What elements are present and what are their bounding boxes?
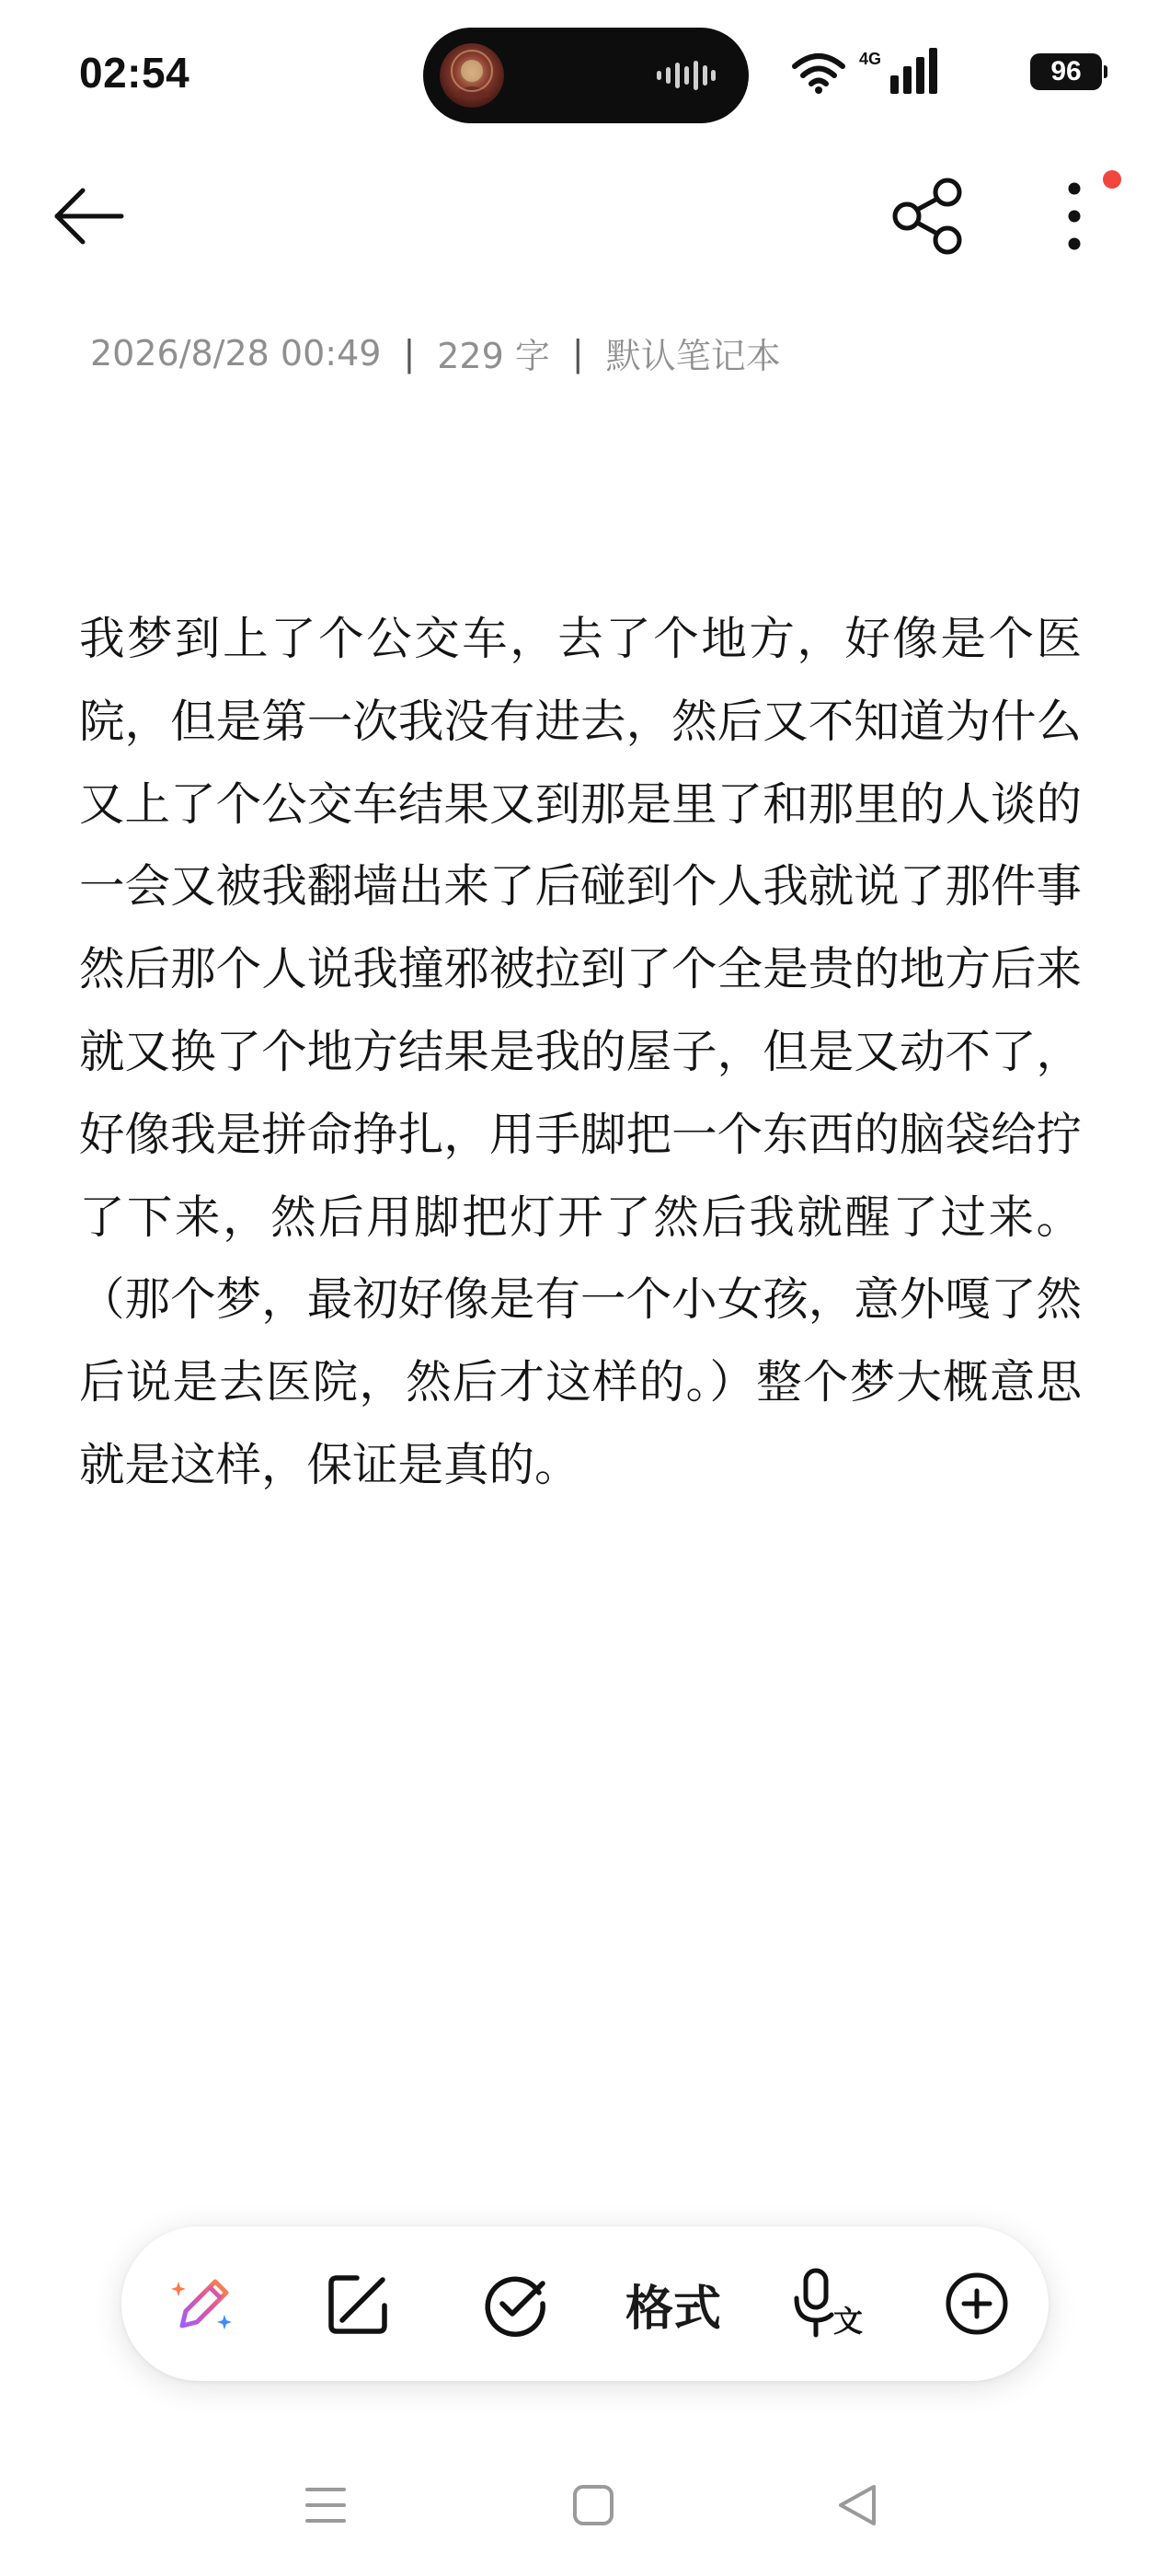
note-content[interactable]: 我梦到上了个公交车，去了个地方，好像是个医院，但是第一次我没有进去，然后又不知道为什么又上了个公交车结果又到那是里了和那里的人谈的一会又被我翻墙出来了后碰到个人我就说了那件事然后那个人说我撞邪被拉到了个全是贵的地方后来就又换了个地方结果是我的屋子，但是又动不了，好像我是拼命挣扎，用手脚把一个东西的脑袋给拧了下来，然后用脚把灯开了然后我就醒了过来。（那个梦，最初好像是有一个小女孩，意外嘎了然后说是去医院，然后才这样的。）整个梦大概意思就是这样，保证是真的。 [79, 612, 1082, 1491]
meta-separator: | [403, 332, 416, 374]
ai-assistant-button[interactable] [158, 2258, 250, 2350]
share-icon[interactable] [881, 170, 973, 262]
format-button[interactable]: 格式 [625, 2281, 721, 2337]
media-avatar-icon [440, 43, 504, 108]
notification-dot [1103, 170, 1121, 189]
home-square-icon[interactable] [572, 2484, 614, 2526]
ai-pen-sparkle-icon [167, 2267, 241, 2340]
meta-separator: | [571, 332, 584, 374]
note-notebook[interactable]: 默认笔记本 [605, 336, 781, 376]
back-triangle-icon[interactable] [835, 2482, 879, 2528]
dynamic-island[interactable] [423, 28, 749, 123]
note-datetime: 2026/8/28 00:49 [90, 332, 382, 374]
battery-indicator: 96 [1030, 53, 1102, 90]
cellular-signal-icon [857, 48, 940, 96]
svg-text:文: 文 [833, 2304, 864, 2339]
add-circle-icon [942, 2269, 1012, 2339]
audio-wave-icon [657, 61, 716, 90]
voice-to-text-button[interactable] [782, 2258, 874, 2350]
editor-toolbar [121, 2226, 1049, 2381]
recent-apps-icon[interactable] [304, 2484, 348, 2526]
edit-square-icon [324, 2269, 394, 2339]
arrow-left-icon[interactable] [50, 175, 132, 258]
note-meta [90, 328, 781, 378]
status-time: 02:54 [79, 49, 190, 97]
voice-to-text-icon [789, 2265, 866, 2342]
insert-button[interactable] [931, 2258, 1023, 2350]
network-type-label: 4G [859, 50, 882, 68]
wifi-icon [791, 52, 846, 94]
checklist-button[interactable] [469, 2258, 561, 2350]
note-word-count: 229 字 [437, 336, 550, 376]
status-icons [734, 48, 1102, 103]
check-circle-icon [480, 2269, 550, 2339]
edit-mode-button[interactable] [313, 2258, 405, 2350]
